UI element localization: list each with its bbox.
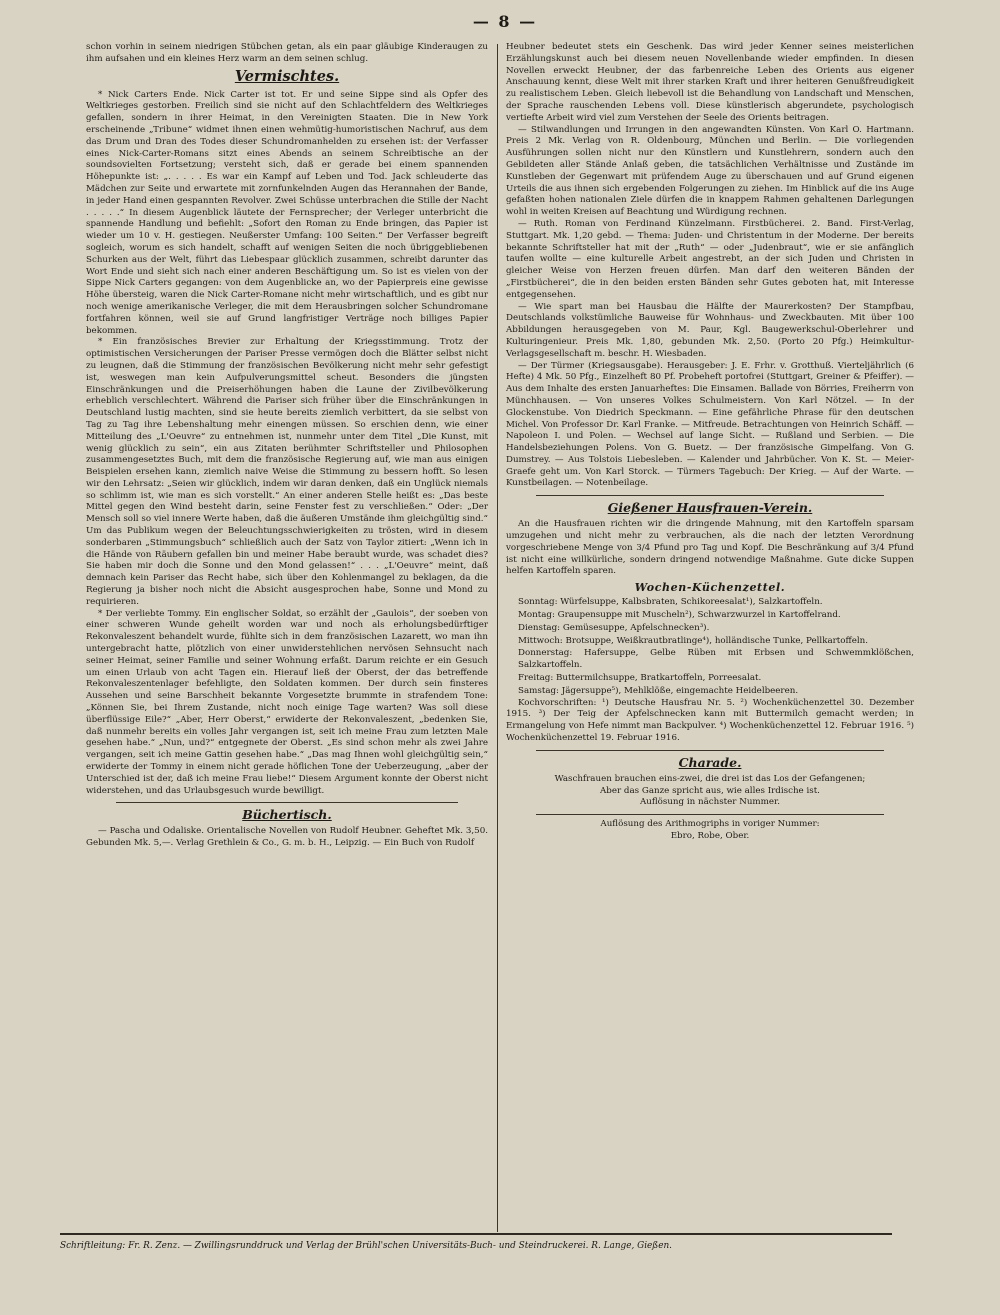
section-heading-charade: Charade.: [678, 754, 742, 770]
menu-day-sunday: Sonntag: Würfelsuppe, Kalbsbraten, Schikoreesalat¹), Salzkartoffeln.: [518, 597, 823, 608]
imprint-footer: Schriftleitung: Fr. R. Zenz. — Zwillingsrunddruck und Verlag der Brühl'schen Universitäts-Buch- und Steindruckerei. R. Lange, Gießen.: [60, 1241, 673, 1251]
review-hausbau: — Wie spart man bei Hausbau die Hälfte der Maurerkosten? Der Stampfbau, Deutschlands volkstümliche Bauweise für Wohnhaus- und Zweckbauten. Mit über 100 Abbildungen herausgegeben von M. Paur, Kgl. Baugewerkschul-Oberlehrer und Kulturingenieur. Preis Mk. 1,80, gebunden Mk. 2,50. (Porto 20 Pfg.) Heimkultur-Verlagsgesellschaft m. beschr. H. Wiesbaden.: [506, 301, 914, 359]
footer-rule: [60, 1233, 892, 1235]
verein-notice: An die Hausfrauen richten wir die dringende Mahnung, mit den Kartoffeln sparsam umzugehen und nicht mehr zu verbrauchen, als die nach der letzten Verordnung vorgeschriebene Menge von 3/4 Pfund pro Tag und Kopf. Die Beschränkung auf 3/4 Pfund ist nicht eine willkürliche, sondern dringend notwendige Maßnahme. Gute dicke Suppen helfen Kartoffeln sparen.: [506, 519, 914, 577]
article-tommy: * Der verliebte Tommy. Ein englischer Soldat, so erzählt der „Gaulois“, der soeben von einer schweren Wunde geheilt worden war und noch als erholungsbedürftiger Rekonvaleszent behandelt wurde, fühlte sich in dem französischen Lazarett, wo man ihn untergebracht hatte, plötzlich von einer unwiderstehlichen nervösen Sehnsucht nach seiner Heimat, seiner Familie und seiner Wohnung erfaßt. Darum reichte er ein Gesuch um einen Urlaub von acht Tagen ein. Hierauf ließ der Oberst, der das betreffende Rekonvaleszentenlager befehligte, den Soldaten kommen. Der durch sein finsteres Aussehen und seine Barschheit bekannte Vorgesetzte brummte in strafendem Tone: „Können Sie, bei Ihrem Zustande, nicht noch einige Tage warten? Was soll diese überflüssige Eile?“ „Aber, Herr Oberst,“ erwiderte der Rekonvaleszent, „bedenken Sie, daß nunmehr bereits ein volles Jahr vergangen ist, seit ich meine Frau zum letzten Male gesehen habe.“ „Nun, und?“ entgegnete der Oberst. „Es sind schon mehr als zwei Jahre vergangen, seit ich meine Gattin gesehen habe.“ „Das mag Ihnen wohl gleichgültig sein,“ erwiderte der Tommy in einem nicht gerade höflichen Tone der Ueberzeugung, „aber der Unterschied ist der, daß ich meine Frau liebe!“ Diesem Argument konnte der Oberst nicht widerstehen, und das Urlaubsgesuch wurde bewilligt.: [86, 608, 488, 796]
divider: [536, 814, 884, 815]
review-tuermer: — Der Türmer (Kriegsausgabe). Herausgeber: J. E. Frhr. v. Grotthuß. Vierteljährlich (6 Hefte) 4 Mk. 50 Pfg., Einzelheft 80 Pf. Probeheft portofrei (Stuttgart, Greiner & Pfeiffer). — Aus dem Inhalte des ersten Januarheftes: Die Einsamen. Ballade von Börries, Freiherrn von Münchhausen. — Von unseres Volkes Schulmeistern. Von Karl Nötzel. — In der Glockenstube. Von Diedrich Speckmann. — Eine gefährliche Phrase für den deutschen Michel. Von Professor Dr. Karl Franke. — Mitfreude. Betrachtungen von Heinrich Schäff. — Napoleon I. und Polen. — Wechsel auf lange Sicht. — Rußland und Serbien. — Die Handelsbeziehungen Polens. Von G. Buetz. — Der französische Gimpelfang. Von G. Dumstrey. — Aus Tolstois Liebesleben. — Kalender und Jahrbücher. Von K. St. — Meier-Graefe geht um. Von Karl Storck. — Türmers Tagebuch: Der Krieg. — Auf der Warte. — Kunstbeilagen. — Notenbeilage.: [506, 360, 914, 489]
article-brevier: * Ein französisches Brevier zur Erhaltung der Kriegsstimmung. Trotz der optimistischen Versicherungen der Pariser Presse vermögen doch die Blätter selbst nicht zu leugnen, daß die Stimmung der französischen Bevölkerung nicht mehr sehr gefestigt ist, weswegen man kein Aufpulverungsmittel scheut. Besonders die jüngsten Einschränkungen und die Preiserhöhungen haben die Laune der Zivilbevölkerung erheblich verschlechtert. Während die Pariser sich früher über die Einschränkungen in Deutschland lustig machten, sind sie heute bereits ziemlich verbittert, da sie selbst von Tag zu Tag ihre Lebenshaltung mehr einengen müssen. So erschien denn, wie einer Mitteilung des „L'Oeuvre“ zu entnehmen ist, nunmehr unter dem Titel „Die Kunst, mit wenig glücklich zu sein“, ein aus Zitaten berühmter Schriftsteller und Philosophen zusammengesetztes Buch, mit dem die französische Regierung auf, wie man aus einigen Beispielen ersehen kann, ziemlich naive Weise die Stimmung zu bessern hofft. So lesen wir den Lehrsatz: „Seien wir glücklich, indem wir daran denken, daß ein Unglück niemals so schlimm ist, wie man es sich vorstellt.“ An einer anderen Stelle heißt es: „Das beste Mittel gegen den Wind besteht darin, seine Fenster fest zu verschließen.“ Oder: „Der Mensch soll so viel innere Werte haben, daß die äußeren Umstände ihm gleichgültig sind.“ Um das Publikum wegen der Beleuchtungsschwierigkeiten zu trösten, wird in diesem sonderbaren „Stimmungsbuch“ schließlich auch der Satz von Taylor zitiert: „Wenn ich in die Hände von Räubern gefallen bin und meiner Habe beraubt wurde, was schadet dies? Sie haben mir doch die Sonne und den Mond gelassen!“ . . . „L'Oeuvre“ meint, daß demnach kein Pariser das Recht habe, sich über den Kohlenmangel zu beklagen, da die Regierung ja bisher noch nicht die Absicht ausgesprochen habe, Sonne und Mond zu requirieren.: [86, 337, 488, 607]
divider: [536, 495, 884, 496]
divider: [536, 750, 884, 751]
solution-answer: Ebro, Robe, Ober.: [670, 831, 750, 842]
article-nick-carter: * Nick Carters Ende. Nick Carter ist tot. Er und seine Sippe sind als Opfer des Weltkrieges gestorben. Freilich sind sie nicht auf den Schlachtfeldern des Weltkrieges gefallen, sondern in ihrer Heimat, in den Vereinigten Staaten. Die in New York erscheinende „Tribune“ widmet ihnen einen wehmütig-humoristischen Nachruf, aus dem das Drum und Dran des Todes dieser Schundromanhelden zu ersehen ist: der Verfasser eines Nick-Carter-Romans sitzt eines Abends an seinem Schreibtische an der soundsovielten Fortsetzung; versteht sich, daß er gerade bei einem spannenden Höhepunkte ist: „. . . . . Es war ein Kampf auf Leben und Tod. Jack schleuderte das Mädchen zur Seite und erwartete mit zornfunkelnden Augen das Herannahen der Bande, in jeder Hand einen gespannten Revolver. Zwei Schüsse unterbrachen die Stille der Nacht . . . . .“ In diesem Augenblick läutete der Fernsprecher; der Verleger unterbricht die spannende Handlung und befiehlt: „Sofort den Roman zu Ende bringen, das Papier ist wieder um 10 v. H. gestiegen. Neußerster Umfang: 100 Seiten.“ Der Verfasser begreift sogleich, worum es sich handelt, schafft auf wenigen Seiten die noch übriggebliebenen Schurken aus der Welt, führt das Liebespaar glücklich zusammen, schreibt darunter das Wort Ende und sieht sich nach einer anderen Beschäftigung um. So ist es vielen von der Sippe Nick Carters gegangen: von dem Augenblicke an, wo der Papierpreis eine gewisse Höhe übersteig, waren die Nick Carter-Romane nicht mehr wirtschaftlich, und es gibt nur noch wenige amerikanische Verleger, die mit dem Herausbringen solcher Schundromane fortfahren können, weil sie auf Grund langfristiger Verträge noch billiges Papier bekommen.: [86, 89, 488, 336]
menu-day-wednesday: Mittwoch: Brotsuppe, Weißkrautbratlinge⁴), holländische Tunke, Pellkartoffeln.: [518, 635, 868, 646]
menu-day-saturday: Samstag: Jägersuppe⁵), Mehlklöße, eingemachte Heidelbeeren.: [518, 685, 799, 696]
left-column: [86, 42, 488, 850]
menu-day-tuesday: Dienstag: Gemüsesuppe, Apfelschnecken³).: [518, 622, 710, 633]
menu-heading: Wochen-Küchenzettel.: [634, 581, 786, 595]
section-heading-buechertisch: Büchertisch.: [242, 807, 332, 823]
charade-line: Aber das Ganze spricht aus, wie alles Irdische ist.: [600, 785, 820, 796]
section-heading-vermischtes: Vermischtes.: [234, 67, 340, 85]
charade-line: Waschfrauen brauchen eins-zwei, die drei ist das Los der Gefangenen;: [554, 773, 866, 784]
weekly-menu: [506, 597, 914, 697]
cooking-footnotes: Kochvorschriften: ¹) Deutsche Hausfrau Nr. 5. ²) Wochenküchenzettel 30. Dezember 1915. ³) Der Teig der Apfelschnecken kann mit Buttermilch gemacht werden; in Ermangelung von Hefe nimmt man Backpulver. ⁴) Wochenküchenzettel 12. Februar 1916. ⁵) Wochenküchenzettel 19. Februar 1916.: [506, 697, 914, 744]
divider: [116, 802, 458, 803]
menu-day-friday: Freitag: Buttermilchsuppe, Bratkartoffeln, Porreesalat.: [518, 673, 762, 684]
review-pascha: — Pascha und Odaliske. Orientalische Novellen von Rudolf Heubner. Geheftet Mk. 3,50. Gebunden Mk. 5,—. Verlag Grethlein & Co., G. m. b. H., Leipzig. — Ein Buch von Rudolf: [86, 826, 488, 849]
charade-note: Auflösung in nächster Nummer.: [639, 797, 780, 808]
menu-day-thursday: Donnerstag: Hafersuppe, Gelbe Rüben mit Erbsen und Schwemmklößchen, Salzkartoffeln.: [518, 648, 914, 671]
right-column: [506, 42, 914, 843]
intro-paragraph: schon vorhin in seinem niedrigen Stübchen getan, als ein paar gläubige Kinderaugen zu ihm aufsahen und ein kleines Herz warm an dem seinen schlug.: [86, 42, 488, 64]
review-ruth: — Ruth. Roman von Ferdinand Künzelmann. Firstbücherei. 2. Band. First-Verlag, Stuttgart. Mk. 1,20 gebd. — Thema: Juden- und Christentum in der Moderne. Der bereits bekannte Schriftsteller hat mit der „Ruth“ — oder „Judenbraut“, wie er sie anfänglich taufen wollte — eine kulturelle Arbeit angestrebt, an der sich Juden und Christen in gleicher Weise von Herzen freuen dürfen. Man darf den weiteren Bänden der „Firstbücherei“, die in den beiden ersten Bänden sehr Gutes geboten hat, mit Interesse entgegensehen.: [506, 218, 914, 300]
menu-day-monday: Montag: Graupensuppe mit Muscheln²), Schwarzwurzel in Kartoffelrand.: [518, 610, 841, 621]
page-number: — 8 —: [472, 12, 538, 31]
solution-title: Auflösung des Arithmogriphs in voriger Nummer:: [600, 819, 820, 830]
column-divider: [497, 44, 498, 1232]
review-pascha-continued: Heubner bedeutet stets ein Geschenk. Das wird jeder Kenner seines meisterlichen Erzählungskunst auch bei diesem neuen Novellenbande wieder empfinden. In diesen Novellen erweckt Heubner, der das farbenreiche Leben des Orients aus eigener Anschauung kennt, diese Welt mit ihrer starken Kraft und ihrer heiteren Genußfreudigkeit zu realistischem Leben. Gleich liebevoll ist die Behandlung von Landschaft und Menschen, der Sprache rauschenden Lebens voll. Diese künstlerisch abgerundete, psychologisch vertiefte Arbeit wird viel zum Verstehen der Seele des Orients beitragen.: [506, 42, 914, 123]
section-heading-hausfrauen-verein: Gießener Hausfrauen-Verein.: [607, 500, 813, 516]
review-stilwandlungen: — Stilwandlungen und Irrungen in den angewandten Künsten. Von Karl O. Hartmann. Preis 2 Mk. Verlag von R. Oldenbourg, München und Berlin. — Die vorliegenden Ausführungen sollen nicht nur den Künstlern und Kunstlehrern, sondern auch den Gebildeten aller Stände Anlaß geben, die tatsächlichen Verhältnisse und Zustände im Kunstleben der Gegenwart mit prüfendem Auge zu überschauen und auf Grund eigenen Urteils die aus ihnen sich ergebenden Folgerungen zu ziehen. Im Hinblick auf die ins Auge gefaßten hohen nationalen Ziele dürfen die in knappem Rahmen gehaltenen Darlegungen wohl in weiten Kreisen auf Beachtung und Würdigung rechnen.: [506, 124, 914, 218]
